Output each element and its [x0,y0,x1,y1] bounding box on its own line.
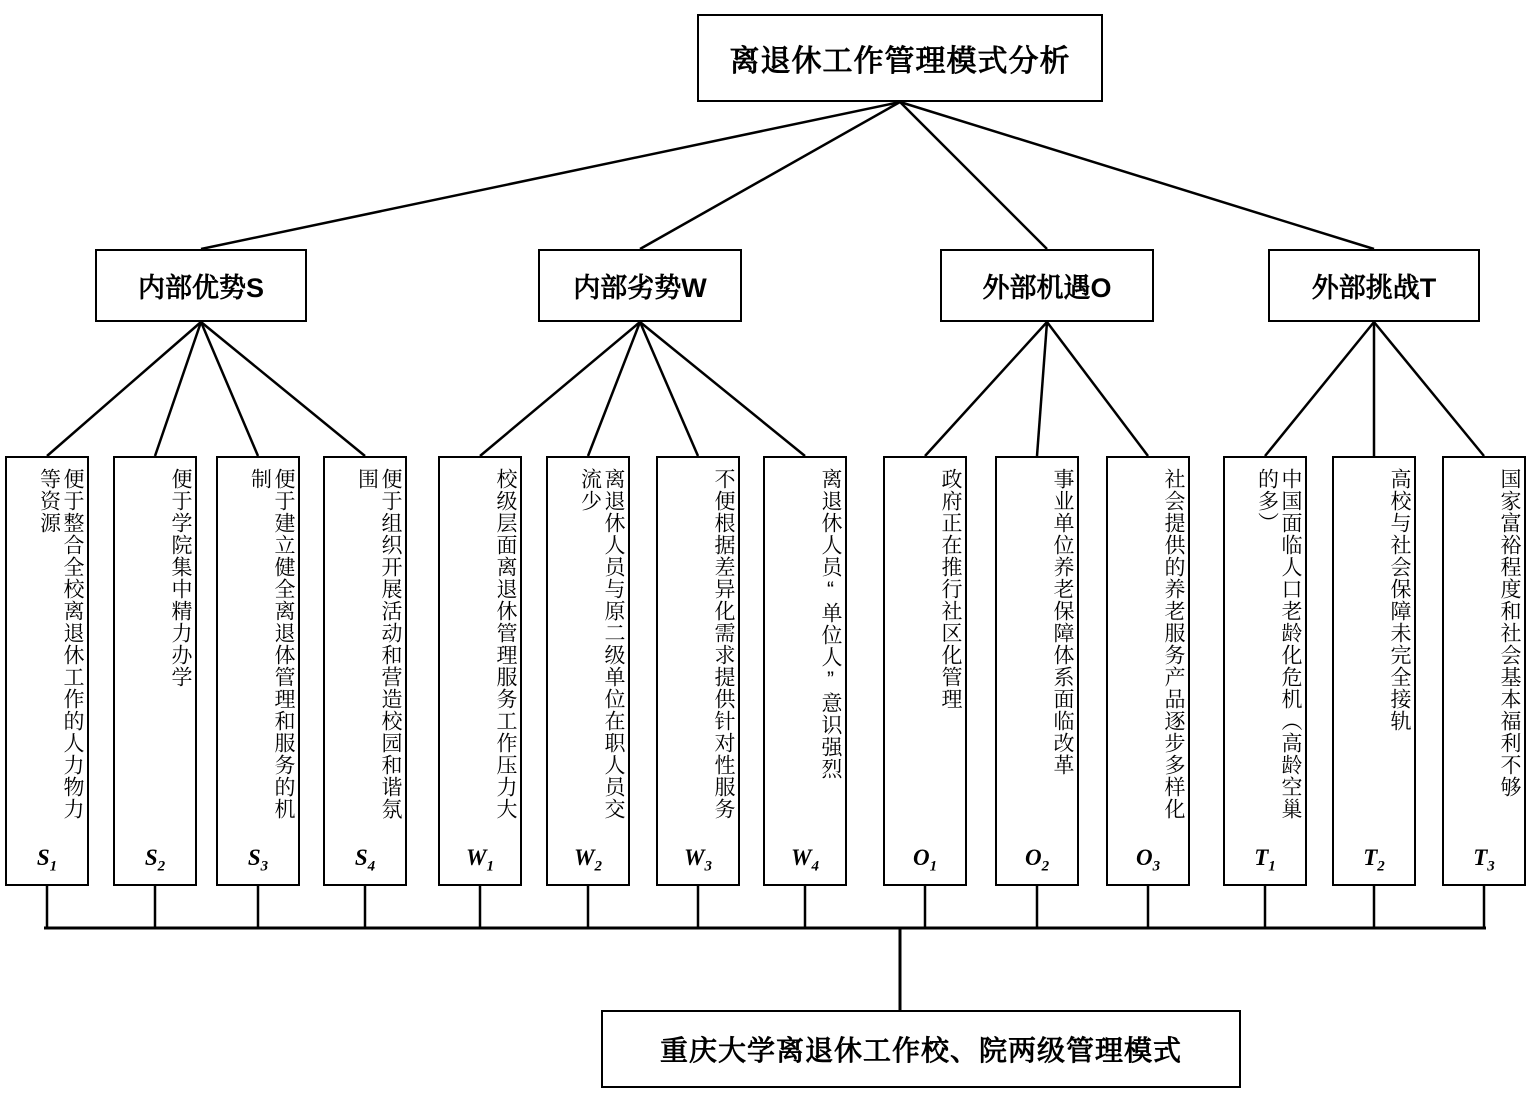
leaf-text: 不便根据差异化需求提供针对性服务 [712,468,735,820]
leaf-node-o2 [995,456,1079,886]
leaf-code: $O_3$ [1135,845,1161,875]
leaf-code: $S_2$ [144,845,166,875]
leaf-code: $T_2$ [1363,845,1385,875]
category-label: 内部劣势W [573,273,707,303]
category-label: 外部挑战T [1311,273,1437,303]
leaf-text: 便于学院集中精力办学 [169,468,192,688]
leaf-code: $S_4$ [354,845,376,875]
root-node [697,14,1103,102]
leaf-text: 国家富裕程度和社会基本福利不够 [1498,468,1521,798]
conclusion-label: 重庆大学离退休工作校、院两级管理模式 [659,1035,1182,1066]
conclusion-node [601,1010,1241,1088]
leaf-node-t3 [1442,456,1526,886]
leaf-code: $T_1$ [1254,845,1276,875]
leaf-node-s4 [323,456,407,886]
leaf-node-o1 [883,456,967,886]
leaf-text: 离退休人员与原二级单位在职人员交流少 [578,468,625,820]
leaf-code: $O_2$ [1024,845,1050,875]
leaf-code: $W_1$ [466,845,494,875]
leaf-node-t2 [1332,456,1416,886]
leaf-text: 便于整合全校离退休工作的人力物力等资源 [37,468,84,820]
leaf-node-w2 [546,456,630,886]
leaf-text: 事业单位养老保障体系面临改革 [1051,468,1074,776]
leaf-code: $O_1$ [912,845,938,875]
leaf-text: 政府正在推行社区化管理 [939,468,962,710]
leaf-code: $S_3$ [247,845,269,875]
leaf-node-s2 [113,456,197,886]
leaf-code: $W_2$ [574,845,602,875]
leaf-text: 社会提供的养老服务产品逐步多样化 [1162,468,1185,820]
category-node-strengths [95,249,307,322]
leaf-node-w4 [763,456,847,886]
root-label: 离退休工作管理模式分析 [729,45,1071,78]
leaf-text: 高校与社会保障未完全接轨 [1388,468,1411,732]
leaf-node-t1 [1223,456,1307,886]
category-node-threats [1268,249,1480,322]
leaf-text: 中国面临人口老龄化危机（高龄空巢的多） [1255,468,1302,820]
leaf-code: $S_1$ [36,845,58,875]
category-label: 内部优势S [137,273,264,303]
leaf-code: $W_3$ [684,845,712,875]
leaf-node-o3 [1106,456,1190,886]
leaf-code: $T_3$ [1473,845,1495,875]
category-node-weaknesses [538,249,742,322]
leaf-text: 校级层面离退休管理服务工作压力大 [494,468,517,820]
leaf-text: 便于组织开展活动和营造校园和谐氛围 [355,468,402,820]
leaf-text: 便于建立健全离退体管理和服务的机制 [248,468,295,820]
leaf-node-s3 [216,456,300,886]
category-node-opportunities [940,249,1154,322]
leaf-text: 离退休人员“单位人”意识强烈 [819,468,842,780]
leaf-code: $W_4$ [791,845,819,875]
leaf-node-w3 [656,456,740,886]
category-label: 外部机遇O [982,273,1112,303]
leaf-node-w1 [438,456,522,886]
leaf-node-s1 [5,456,89,886]
